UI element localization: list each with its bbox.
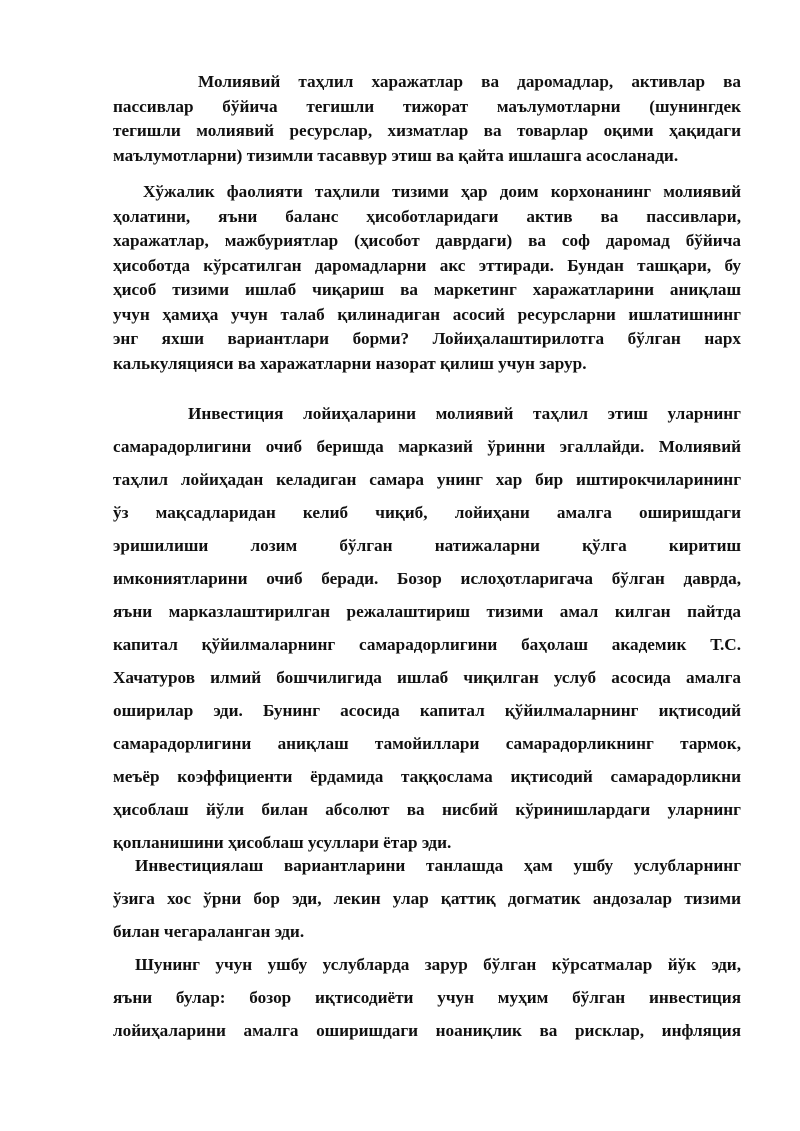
- paragraph-line: самарадорлигини аниқлаш тамойиллари самарадорликнинг тармок,: [113, 734, 741, 753]
- paragraph-line: оширилар эди. Бунинг асосида капитал қўйилмаларнинг иқтисодий: [113, 701, 741, 720]
- paragraph-line: пассивлар бўйича тегишли тижорат маълумотларни (шунингдек: [113, 96, 741, 116]
- paragraph-line: лойиҳаларини амалга оширишдаги ноаниқлик ва рисклар, инфляция: [113, 1021, 741, 1040]
- paragraph-line: имкониятларини очиб беради. Бозор ислоҳотларигача бўлган даврда,: [113, 569, 741, 588]
- paragraph-line: Инвестиция лойиҳаларини молиявий таҳлил этиш уларнинг: [188, 404, 741, 423]
- paragraph-line: меъёр коэффициенти ёрдамида таққослама иқтисодий самарадорликни: [113, 767, 741, 786]
- paragraph-5: [113, 948, 741, 1047]
- paragraph-line: ҳисоб тизими ишлаб чиқариш ва маркетинг харажатларини аниқлаш: [113, 280, 741, 299]
- paragraph-line: тегишли молиявий ресурслар, хизматлар ва товарлар оқими ҳақидаги: [113, 121, 741, 140]
- paragraph-1: [113, 70, 741, 168]
- paragraph-line: учун ҳамиҳа учун талаб қилинадиган асосий ресурсларни ишлатишнинг: [113, 304, 741, 324]
- paragraph-line: яъни марказлаштирилган режалаштириш тизими амал килган пайтда: [113, 602, 741, 621]
- paragraph-4: [113, 849, 741, 948]
- paragraph-line: ўзига хос ўрни бор эди, лекин улар қаттиқ догматик андозалар тизими: [113, 889, 741, 908]
- paragraph-line: ўз мақсадларидан келиб чиқиб, лойиҳани амалга оширишдаги: [113, 503, 741, 522]
- paragraph-line: эришилиши лозим бўлган натижаларни қўлга киритиш: [113, 536, 741, 555]
- paragraph-line: маълумотларни) тизимли тасаввур этиш ва қайта ишлашга асосланади.: [113, 145, 679, 165]
- paragraph-3: [113, 397, 741, 859]
- paragraph-line: калькуляцияси ва харажатларни назорат қилиш учун зарур.: [113, 353, 587, 373]
- paragraph-line: таҳлил лойиҳадан келадиган самара унинг хар бир иштирокчиларининг: [113, 470, 741, 489]
- paragraph-line: қопланишини ҳисоблаш усуллари ётар эди.: [113, 833, 452, 852]
- paragraph-line: билан чегараланган эди.: [113, 922, 305, 941]
- paragraph-line: ҳисоботда кўрсатилган даромадларни акс эттиради. Бундан ташқари, бу: [113, 255, 741, 275]
- paragraph-2: [113, 180, 741, 376]
- paragraph-line: энг яхши вариантлари борми? Лойиҳалаштирилотга бўлган нарх: [113, 329, 741, 348]
- paragraph-line: яъни булар: бозор иқтисодиёти учун муҳим бўлган инвестиция: [113, 988, 741, 1007]
- paragraph-line: ҳисоблаш йўли билан абсолют ва нисбий кўринишлардаги уларнинг: [113, 800, 741, 819]
- paragraph-line: Инвестициялаш вариантларини танлашда ҳам ушбу услубларнинг: [135, 856, 741, 875]
- paragraph-line: самарадорлигини очиб беришда марказий ўринни эгаллайди. Молиявий: [113, 437, 741, 456]
- paragraph-line: Шунинг учун ушбу услубларда зарур бўлган кўрсатмалар йўк эди,: [135, 955, 741, 974]
- paragraph-line: харажатлар, мажбуриятлар (ҳисобот даврдаги) ва соф даромад бўйича: [113, 231, 741, 250]
- paragraph-line: капитал қўйилмаларнинг самарадорлигини баҳолаш академик Т.С.: [113, 635, 741, 654]
- paragraph-line: ҳолатини, яъни баланс ҳисоботларидаги актив ва пассивлари,: [113, 206, 741, 226]
- paragraph-line: Хачатуров илмий бошчилигида ишлаб чиқилган услуб асосида амалга: [113, 668, 741, 687]
- paragraph-line: Молиявий таҳлил харажатлар ва даромадлар, активлар ва: [198, 72, 741, 91]
- paragraph-line: Хўжалик фаолияти таҳлили тизими ҳар доим корхонанинг молиявий: [143, 182, 741, 201]
